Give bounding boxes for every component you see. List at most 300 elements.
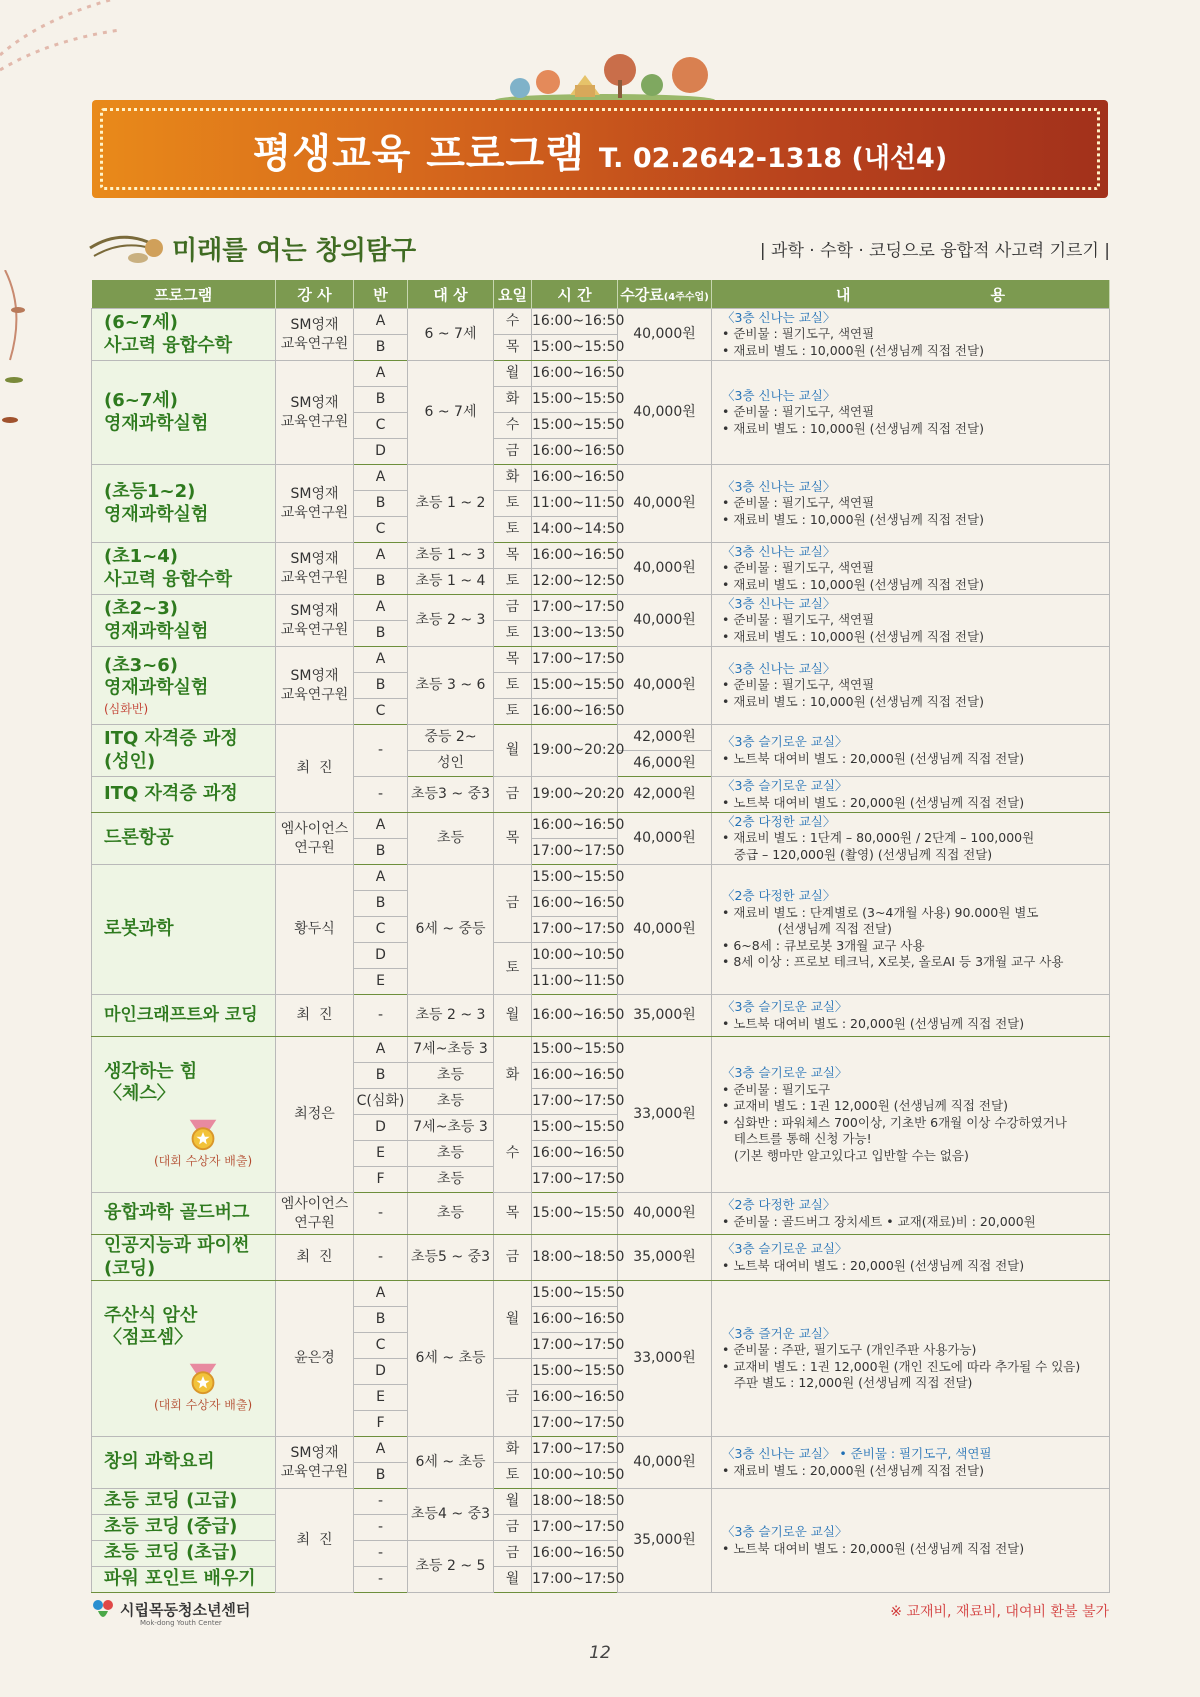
instructor: 최 진 bbox=[276, 995, 354, 1037]
time: 15:00~15:50 bbox=[532, 413, 618, 439]
day: 목 bbox=[494, 1193, 532, 1235]
day: 금 bbox=[494, 1359, 532, 1437]
desc-line: (기본 행마만 알고있다고 입반할 수는 없음) bbox=[722, 1147, 969, 1163]
medal-icon bbox=[184, 1358, 222, 1396]
program-name: 파워 포인트 배우기 bbox=[92, 1567, 276, 1593]
class: E bbox=[354, 1141, 408, 1167]
time: 16:00~16:50 bbox=[532, 1141, 618, 1167]
class: E bbox=[354, 1385, 408, 1411]
room: 〈3층 슬기로운 교실〉 bbox=[722, 999, 848, 1014]
desc-line: • 준비물 : 골드버그 장치세트 • 교재(재료)비 : 20,000원 bbox=[722, 1213, 1036, 1229]
class: - bbox=[354, 1193, 408, 1235]
section-subtitle: | 과학 · 수학 · 코딩으로 융합적 사고력 기르기 | bbox=[759, 241, 1110, 261]
content-header-b: 용 bbox=[990, 285, 1005, 304]
instructor: SM영재 교육연구원 bbox=[276, 647, 354, 725]
time: 17:00~17:50 bbox=[532, 917, 618, 943]
room: 〈3층 슬기로운 교실〉 bbox=[722, 778, 848, 793]
table-row bbox=[92, 1193, 1110, 1235]
class: - bbox=[354, 1567, 408, 1593]
class: C bbox=[354, 699, 408, 725]
program-name: ITQ 자격증 과정 (성인) bbox=[92, 725, 276, 777]
time: 16:00~16:50 bbox=[532, 309, 618, 335]
room: 〈3층 슬기로운 교실〉 bbox=[722, 734, 848, 749]
content bbox=[712, 595, 1110, 647]
section-title: 미래를 여는 창의탐구 bbox=[172, 236, 417, 266]
fee-header-label: 수강료 bbox=[620, 285, 664, 304]
target: 초등5 ~ 중3 bbox=[408, 1235, 494, 1281]
room: 〈2층 다정한 교실〉 bbox=[722, 813, 836, 829]
program-name: (초1~4) 사고력 융합수학 bbox=[92, 543, 276, 595]
class: C bbox=[354, 413, 408, 439]
target: 7세~초등 3 bbox=[408, 1037, 494, 1063]
class: A bbox=[354, 465, 408, 491]
target: 초등 bbox=[408, 1063, 494, 1089]
day: 목 bbox=[494, 543, 532, 569]
content bbox=[712, 543, 1110, 595]
desc-line: • 재료비 별도 : 20,000원 (선생님께 직접 전달) bbox=[722, 1462, 984, 1478]
fee: 40,000원 bbox=[618, 1437, 712, 1489]
class: B bbox=[354, 673, 408, 699]
class: B bbox=[354, 387, 408, 413]
target: 초등 bbox=[408, 813, 494, 865]
col-header-content bbox=[712, 280, 1110, 309]
program-name bbox=[92, 1281, 276, 1437]
table-row bbox=[92, 1489, 1110, 1515]
class: A bbox=[354, 595, 408, 621]
class: B bbox=[354, 839, 408, 865]
day: 월 bbox=[494, 725, 532, 777]
target: 초등 1 ~ 2 bbox=[408, 465, 494, 543]
time: 17:00~17:50 bbox=[532, 1437, 618, 1463]
col-header-program: 프로그램 bbox=[92, 280, 276, 309]
desc-line: • 8세 이상 : 프로보 테크닉, X로봇, 올로AI 등 3개월 교구 사용 bbox=[722, 954, 1064, 970]
time: 15:00~15:50 bbox=[532, 865, 618, 891]
desc-line: (선생님께 직접 전달) bbox=[722, 921, 892, 937]
day: 월 bbox=[494, 1281, 532, 1359]
table-row bbox=[92, 725, 1110, 751]
target: 6 ~ 7세 bbox=[408, 361, 494, 465]
day: 수 bbox=[494, 1115, 532, 1193]
day: 토 bbox=[494, 943, 532, 995]
table-row bbox=[92, 995, 1110, 1037]
instructor: 엠사이언스 연구원 bbox=[276, 813, 354, 865]
day: 화 bbox=[494, 387, 532, 413]
class: B bbox=[354, 1063, 408, 1089]
day: 금 bbox=[494, 1515, 532, 1541]
day: 금 bbox=[494, 865, 532, 943]
leaf-icon bbox=[88, 226, 168, 266]
content bbox=[712, 1193, 1110, 1235]
target: 초등 2 ~ 3 bbox=[408, 995, 494, 1037]
program-table bbox=[91, 280, 1110, 1593]
desc-line: • 재료비 별도 : 1단계 – 80,000원 / 2단계 – 100,000원 bbox=[722, 830, 1035, 846]
class: D bbox=[354, 439, 408, 465]
instructor: 최 진 bbox=[276, 1235, 354, 1281]
table-row bbox=[92, 361, 1110, 387]
time: 15:00~15:50 bbox=[532, 1115, 618, 1141]
class: A bbox=[354, 1281, 408, 1307]
program-name: 융합과학 골드버그 bbox=[92, 1193, 276, 1235]
room: 〈3층 신나는 교실〉 • 준비물 : 필기도구, 색연필 bbox=[722, 1446, 992, 1461]
day: 토 bbox=[494, 1463, 532, 1489]
time: 11:00~11:50 bbox=[532, 969, 618, 995]
desc-line: • 교재비 별도 : 1권 12,000원 (선생님께 직접 전달) bbox=[722, 1098, 1008, 1113]
time: 16:00~16:50 bbox=[532, 813, 618, 839]
class: B bbox=[354, 621, 408, 647]
time: 17:00~17:50 bbox=[532, 1167, 618, 1193]
table-row bbox=[92, 647, 1110, 673]
time: 15:00~15:50 bbox=[532, 1281, 618, 1307]
fee: 40,000원 bbox=[618, 309, 712, 361]
table-row bbox=[92, 1235, 1110, 1281]
class: A bbox=[354, 1037, 408, 1063]
day: 금 bbox=[494, 1541, 532, 1567]
instructor: SM영재 교육연구원 bbox=[276, 1437, 354, 1489]
day: 토 bbox=[494, 569, 532, 595]
time: 17:00~17:50 bbox=[532, 839, 618, 865]
desc-line: 테스트를 통해 신청 가능! bbox=[722, 1131, 872, 1146]
instructor: SM영재 교육연구원 bbox=[276, 543, 354, 595]
day: 토 bbox=[494, 517, 532, 543]
time: 17:00~17:50 bbox=[532, 595, 618, 621]
desc-line: • 노트북 대여비 별도 : 20,000원 (선생님께 직접 전달) bbox=[722, 794, 1025, 810]
desc-line: • 준비물 : 필기도구 bbox=[722, 1081, 831, 1097]
time: 19:00~20:20 bbox=[532, 777, 618, 813]
time: 10:00~10:50 bbox=[532, 1463, 618, 1489]
target: 중등 2~ bbox=[408, 725, 494, 751]
desc-line: 주판 별도 : 12,000원 (선생님께 직접 전달) bbox=[722, 1375, 973, 1390]
target: 6세 ~ 중등 bbox=[408, 865, 494, 995]
day: 월 bbox=[494, 1489, 532, 1515]
target: 초등 3 ~ 6 bbox=[408, 647, 494, 725]
class: B bbox=[354, 891, 408, 917]
class: F bbox=[354, 1167, 408, 1193]
day: 금 bbox=[494, 1235, 532, 1281]
room: 〈3층 신나는 교실〉 bbox=[722, 478, 836, 494]
content bbox=[712, 309, 1110, 361]
fee: 40,000원 bbox=[618, 865, 712, 995]
page-title: 평생교육 프로그램 bbox=[252, 131, 585, 177]
program-name: 로봇과학 bbox=[92, 865, 276, 995]
room: 〈3층 신나는 교실〉 bbox=[722, 543, 836, 559]
table-row bbox=[92, 1437, 1110, 1463]
content bbox=[712, 777, 1110, 813]
time: 17:00~17:50 bbox=[532, 1411, 618, 1437]
instructor: SM영재 교육연구원 bbox=[276, 465, 354, 543]
time: 15:00~15:50 bbox=[532, 335, 618, 361]
target: 초등 2 ~ 5 bbox=[408, 1541, 494, 1593]
desc-line: • 노트북 대여비 별도 : 20,000원 (선생님께 직접 전달) bbox=[722, 1540, 1025, 1556]
fee: 35,000원 bbox=[618, 1235, 712, 1281]
table-row bbox=[92, 595, 1110, 621]
time: 16:00~16:50 bbox=[532, 361, 618, 387]
center-logo-icon bbox=[90, 1597, 116, 1623]
col-header-time: 시 간 bbox=[532, 280, 618, 309]
col-header-target: 대 상 bbox=[408, 280, 494, 309]
day: 금 bbox=[494, 439, 532, 465]
class: - bbox=[354, 1235, 408, 1281]
time: 16:00~16:50 bbox=[532, 891, 618, 917]
fee: 42,000원 bbox=[618, 777, 712, 813]
desc-line: • 교재비 별도 : 1권 12,000원 (개인 진도에 따라 추가될 수 있음) bbox=[722, 1358, 1081, 1374]
content bbox=[712, 361, 1110, 465]
table-header-row bbox=[92, 280, 1110, 309]
fee: 40,000원 bbox=[618, 595, 712, 647]
time: 15:00~15:50 bbox=[532, 387, 618, 413]
desc-line: • 노트북 대여비 별도 : 20,000원 (선생님께 직접 전달) bbox=[722, 1257, 1025, 1273]
day: 수 bbox=[494, 309, 532, 335]
desc-line: • 재료비 별도 : 10,000원 (선생님께 직접 전달) bbox=[722, 628, 984, 644]
instructor: 윤은경 bbox=[276, 1281, 354, 1437]
table-row bbox=[92, 309, 1110, 335]
table-row bbox=[92, 543, 1110, 569]
banner-title-row bbox=[92, 122, 1108, 179]
time: 17:00~17:50 bbox=[532, 1333, 618, 1359]
class: C(심화) bbox=[354, 1089, 408, 1115]
page-number: 12 bbox=[589, 1643, 611, 1663]
day: 월 bbox=[494, 361, 532, 387]
desc-line: • 노트북 대여비 별도 : 20,000원 (선생님께 직접 전달) bbox=[722, 750, 1025, 766]
target: 성인 bbox=[408, 751, 494, 777]
target: 6 ~ 7세 bbox=[408, 309, 494, 361]
class: A bbox=[354, 865, 408, 891]
day: 화 bbox=[494, 1437, 532, 1463]
desc-line: • 준비물 : 필기도구, 색연필 bbox=[722, 612, 875, 628]
content bbox=[712, 1489, 1110, 1593]
instructor: SM영재 교육연구원 bbox=[276, 309, 354, 361]
class: A bbox=[354, 309, 408, 335]
desc-line: • 노트북 대여비 별도 : 20,000원 (선생님께 직접 전달) bbox=[722, 1015, 1025, 1031]
instructor: 황두식 bbox=[276, 865, 354, 995]
class: C bbox=[354, 917, 408, 943]
content bbox=[712, 1235, 1110, 1281]
room: 〈3층 신나는 교실〉 bbox=[722, 660, 836, 676]
day: 수 bbox=[494, 413, 532, 439]
day: 월 bbox=[494, 1567, 532, 1593]
instructor: 엠사이언스 연구원 bbox=[276, 1193, 354, 1235]
time: 15:00~15:50 bbox=[532, 1193, 618, 1235]
desc-line: • 재료비 별도 : 단계별로 (3~4개월 사용) 90.000원 별도 bbox=[722, 904, 1039, 920]
class: A bbox=[354, 647, 408, 673]
target: 초등3 ~ 중3 bbox=[408, 777, 494, 813]
instructor: 최 진 bbox=[276, 725, 354, 813]
fee: 40,000원 bbox=[618, 647, 712, 725]
day: 목 bbox=[494, 335, 532, 361]
target: 초등4 ~ 중3 bbox=[408, 1489, 494, 1541]
fee-header-note: (4주수업) bbox=[663, 291, 709, 303]
room: 〈3층 슬기로운 교실〉 bbox=[722, 1065, 848, 1080]
table-row bbox=[92, 777, 1110, 813]
desc-line: • 준비물 : 필기도구, 색연필 bbox=[722, 560, 875, 576]
class: - bbox=[354, 1515, 408, 1541]
class: C bbox=[354, 517, 408, 543]
leaf-decoration-left bbox=[0, 270, 40, 450]
desc-line: • 재료비 별도 : 10,000원 (선생님께 직접 전달) bbox=[722, 420, 984, 436]
table-row bbox=[92, 465, 1110, 491]
time: 15:00~15:50 bbox=[532, 1037, 618, 1063]
desc-line: 중급 – 120,000원 (촬영) (선생님께 직접 전달) bbox=[722, 846, 993, 862]
medal-icon bbox=[184, 1114, 222, 1152]
class: B bbox=[354, 1463, 408, 1489]
day: 화 bbox=[494, 1037, 532, 1115]
program-name: 초등 코딩 (고급) bbox=[92, 1489, 276, 1515]
time: 13:00~13:50 bbox=[532, 621, 618, 647]
program-name: 초등 코딩 (초급) bbox=[92, 1541, 276, 1567]
class: B bbox=[354, 569, 408, 595]
time: 17:00~17:50 bbox=[532, 647, 618, 673]
desc-line: • 준비물 : 필기도구, 색연필 bbox=[722, 326, 875, 342]
time: 16:00~16:50 bbox=[532, 699, 618, 725]
class: - bbox=[354, 725, 408, 777]
class: D bbox=[354, 943, 408, 969]
program-note: (심화반) bbox=[104, 701, 149, 716]
time: 16:00~16:50 bbox=[532, 1385, 618, 1411]
room: 〈2층 다정한 교실〉 bbox=[722, 888, 836, 904]
time: 18:00~18:50 bbox=[532, 1489, 618, 1515]
refund-notice: ※ 교재비, 재료비, 대여비 환불 불가 bbox=[890, 1604, 1109, 1620]
content bbox=[712, 813, 1110, 865]
instructor: 최정은 bbox=[276, 1037, 354, 1193]
desc-line: • 재료비 별도 : 10,000원 (선생님께 직접 전달) bbox=[722, 693, 984, 709]
table-row bbox=[92, 865, 1110, 891]
room: 〈3층 즐거운 교실〉 bbox=[722, 1325, 836, 1341]
content bbox=[712, 1281, 1110, 1437]
target: 초등 1 ~ 3 bbox=[408, 543, 494, 569]
time: 17:00~17:50 bbox=[532, 1089, 618, 1115]
content bbox=[712, 1037, 1110, 1193]
phone-number: T. 02.2642-1318 (내선4) bbox=[598, 143, 948, 174]
class: - bbox=[354, 995, 408, 1037]
fee: 33,000원 bbox=[618, 1037, 712, 1193]
class: E bbox=[354, 969, 408, 995]
time: 14:00~14:50 bbox=[532, 517, 618, 543]
program-name bbox=[92, 647, 276, 725]
content bbox=[712, 865, 1110, 995]
desc-line: • 재료비 별도 : 10,000원 (선생님께 직접 전달) bbox=[722, 576, 984, 592]
program-name: 인공지능과 파이썬 (코딩) bbox=[92, 1235, 276, 1281]
program-name: 초등 코딩 (중급) bbox=[92, 1515, 276, 1541]
room: 〈3층 슬기로운 교실〉 bbox=[722, 1241, 848, 1256]
day: 금 bbox=[494, 777, 532, 813]
instructor: SM영재 교육연구원 bbox=[276, 361, 354, 465]
class: C bbox=[354, 1333, 408, 1359]
fee: 40,000원 bbox=[618, 465, 712, 543]
award-note: (대회 수상자 배출) bbox=[154, 1397, 253, 1412]
col-header-class: 반 bbox=[354, 280, 408, 309]
target: 초등 bbox=[408, 1141, 494, 1167]
class: A bbox=[354, 361, 408, 387]
program-title: 주산식 암산 〈점프셈〉 bbox=[104, 1304, 198, 1348]
day: 토 bbox=[494, 673, 532, 699]
time: 16:00~16:50 bbox=[532, 1541, 618, 1567]
content bbox=[712, 1437, 1110, 1489]
target: 초등 2 ~ 3 bbox=[408, 595, 494, 647]
class: B bbox=[354, 335, 408, 361]
program-name bbox=[92, 1037, 276, 1193]
table-row bbox=[92, 1037, 1110, 1063]
time: 18:00~18:50 bbox=[532, 1235, 618, 1281]
time: 16:00~16:50 bbox=[532, 995, 618, 1037]
target: 초등 bbox=[408, 1167, 494, 1193]
program-name: (초등1~2) 영재과학실험 bbox=[92, 465, 276, 543]
class: B bbox=[354, 491, 408, 517]
instructor: SM영재 교육연구원 bbox=[276, 595, 354, 647]
time: 16:00~16:50 bbox=[532, 465, 618, 491]
target: 초등 bbox=[408, 1089, 494, 1115]
time: 16:00~16:50 bbox=[532, 1063, 618, 1089]
fee: 35,000원 bbox=[618, 995, 712, 1037]
program-title: 생각하는 힘 〈체스〉 bbox=[104, 1060, 198, 1104]
content bbox=[712, 725, 1110, 777]
day: 금 bbox=[494, 595, 532, 621]
day: 목 bbox=[494, 647, 532, 673]
time: 12:00~12:50 bbox=[532, 569, 618, 595]
fee: 46,000원 bbox=[618, 751, 712, 777]
program-name: 창의 과학요리 bbox=[92, 1437, 276, 1489]
program-name: ITQ 자격증 과정 bbox=[92, 777, 276, 813]
program-name: (초2~3) 영재과학실험 bbox=[92, 595, 276, 647]
program-name: (6~7세) 영재과학실험 bbox=[92, 361, 276, 465]
award-note: (대회 수상자 배출) bbox=[154, 1153, 253, 1168]
time: 11:00~11:50 bbox=[532, 491, 618, 517]
leaf-decoration-top-left bbox=[0, 0, 120, 80]
room: 〈2층 다정한 교실〉 bbox=[722, 1197, 836, 1212]
room: 〈3층 신나는 교실〉 bbox=[722, 595, 836, 611]
center-name: 시립목동청소년센터 bbox=[120, 1601, 251, 1619]
class: A bbox=[354, 1437, 408, 1463]
desc-line: • 재료비 별도 : 10,000원 (선생님께 직접 전달) bbox=[722, 342, 984, 358]
time: 15:00~15:50 bbox=[532, 1359, 618, 1385]
fee: 35,000원 bbox=[618, 1489, 712, 1593]
fee: 40,000원 bbox=[618, 361, 712, 465]
table-row bbox=[92, 1281, 1110, 1307]
class: A bbox=[354, 543, 408, 569]
time: 19:00~20:20 bbox=[532, 725, 618, 777]
day: 월 bbox=[494, 995, 532, 1037]
target: 6세 ~ 초등 bbox=[408, 1437, 494, 1489]
class: - bbox=[354, 1541, 408, 1567]
desc-line: • 심화반 : 파워체스 700이상, 기초반 6개월 이상 수강하였거나 bbox=[722, 1114, 1067, 1130]
fee: 40,000원 bbox=[618, 813, 712, 865]
class: D bbox=[354, 1359, 408, 1385]
fee: 42,000원 bbox=[618, 725, 712, 751]
class: D bbox=[354, 1115, 408, 1141]
time: 16:00~16:50 bbox=[532, 543, 618, 569]
target: 초등 1 ~ 4 bbox=[408, 569, 494, 595]
target: 7세~초등 3 bbox=[408, 1115, 494, 1141]
col-header-day: 요일 bbox=[494, 280, 532, 309]
table-row bbox=[92, 813, 1110, 839]
desc-line: • 준비물 : 필기도구, 색연필 bbox=[722, 404, 875, 420]
desc-line: • 준비물 : 필기도구, 색연필 bbox=[722, 677, 875, 693]
village-illustration bbox=[490, 40, 720, 105]
room: 〈3층 신나는 교실〉 bbox=[722, 309, 836, 325]
content bbox=[712, 995, 1110, 1037]
instructor: 최 진 bbox=[276, 1489, 354, 1593]
class: F bbox=[354, 1411, 408, 1437]
desc-line: • 6~8세 : 큐보로봇 3개월 교구 사용 bbox=[722, 937, 925, 953]
desc-line: • 준비물 : 주판, 필기도구 (개인주판 사용가능) bbox=[722, 1342, 977, 1357]
time: 17:00~17:50 bbox=[532, 1567, 618, 1593]
fee: 40,000원 bbox=[618, 1193, 712, 1235]
time: 16:00~16:50 bbox=[532, 439, 618, 465]
room: 〈3층 슬기로운 교실〉 bbox=[722, 1524, 848, 1539]
class: B bbox=[354, 1307, 408, 1333]
class: A bbox=[354, 813, 408, 839]
day: 토 bbox=[494, 621, 532, 647]
day: 토 bbox=[494, 491, 532, 517]
day: 화 bbox=[494, 465, 532, 491]
